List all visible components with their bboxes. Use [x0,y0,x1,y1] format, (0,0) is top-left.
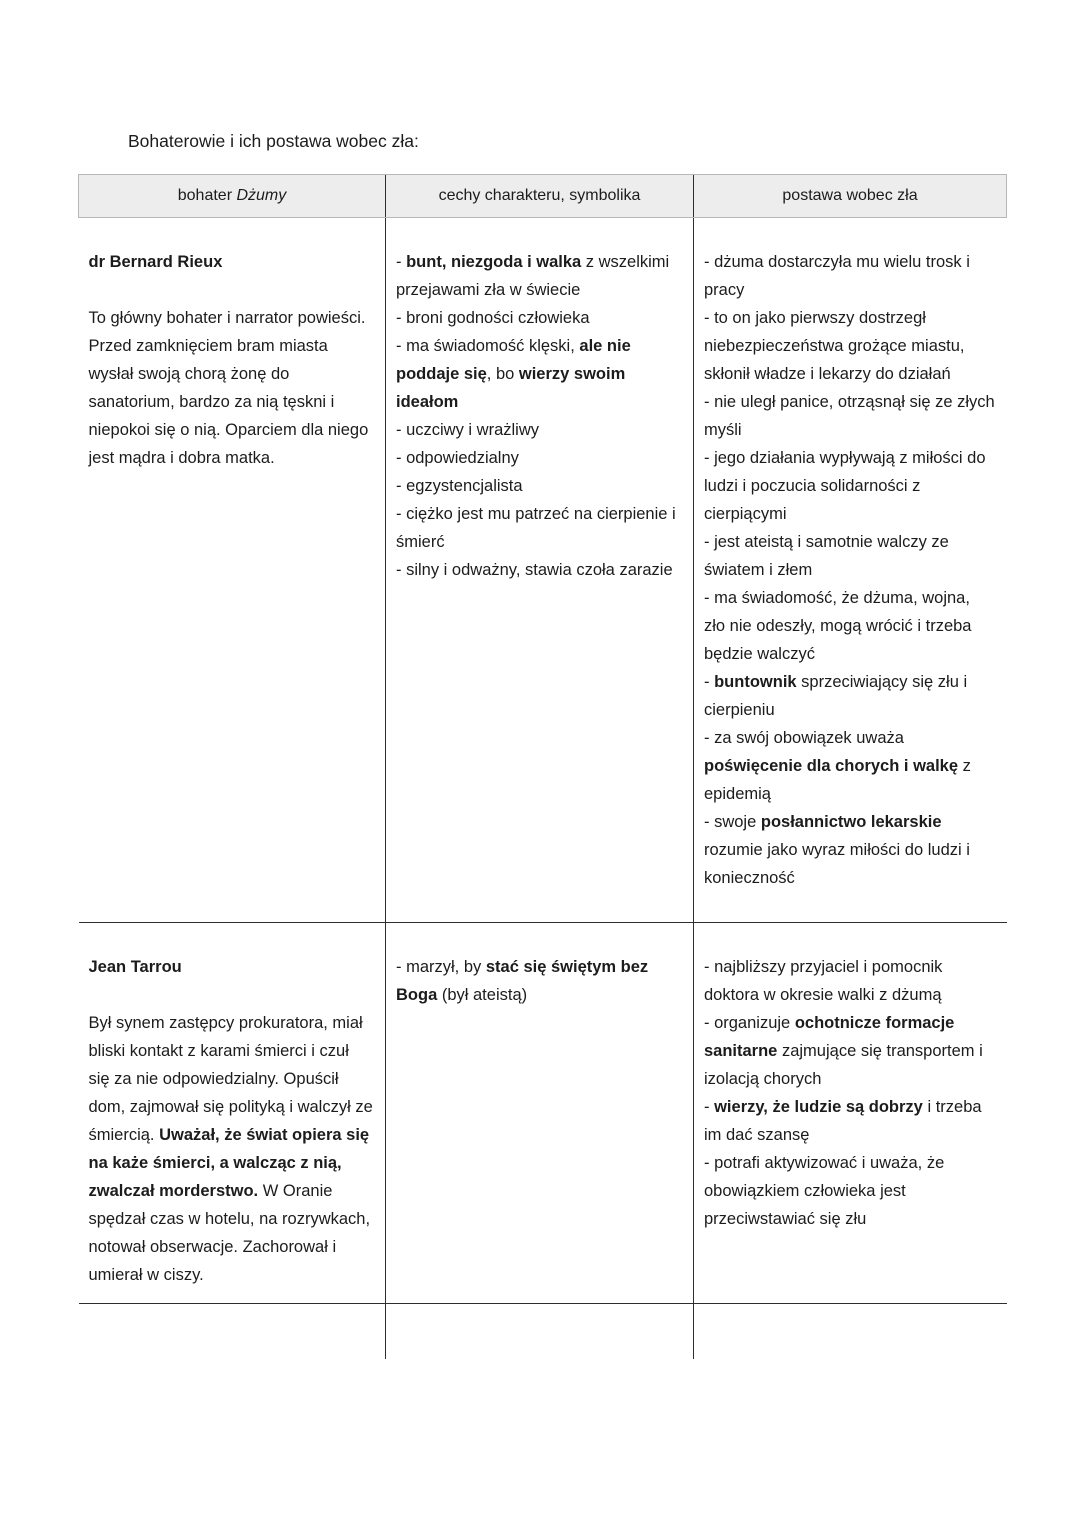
text-segment: - broni godności człowieka [396,309,590,327]
text-segment: (był ateistą) [437,986,528,1004]
text-segment: - dżuma dostarczyła mu wielu trosk i pracy [704,253,970,299]
paragraph [704,248,996,304]
text-segment: W Oranie spędzał czas w hotelu, na rozrywkach, notował obserwacje. Zachorował i umierał w ciszy. [88,1182,371,1284]
text-segment: - [704,1098,715,1116]
paragraph [396,416,682,444]
text-segment: - [704,673,715,691]
table-header-row [79,175,1007,218]
text-segment: Uważał, że świat opiera się na każe śmierci, a walcząc z nią, zwalczał morderstwo. [88,1126,370,1200]
paragraph [396,556,682,584]
paragraph [396,248,682,304]
row-empty [79,1304,1007,1359]
paragraph [704,1009,996,1093]
text-segment: - jego działania wypływają z miłości do ludzi i poczucia solidarności z cierpiącymi [704,449,986,523]
row-empty-cell-0 [79,1304,386,1359]
text-segment: - to on jako pierwszy dostrzegł niebezpieczeństwa grożące miastu, skłonił władze i lekarzy do działań [704,309,965,383]
paragraph [396,444,682,472]
paragraph [396,500,682,556]
text-segment: wierzy, że ludzie są dobrzy [714,1098,923,1116]
text-segment: ochotnicze formacje sanitarne [704,1014,955,1060]
paragraph [704,668,996,724]
paragraph [704,808,996,892]
row-rieux-cell-1 [386,218,694,923]
text-segment: z epidemią [704,757,971,803]
paragraph [89,304,375,472]
characters-table [78,174,1007,1359]
text-segment: poświęcenie dla chorych i walkę [704,757,959,775]
text-segment: - ma świadomość, że dżuma, wojna, zło nie odeszły, mogą wrócić i trzeba będzie walczyć [704,589,972,663]
paragraph [704,1149,996,1233]
text-segment: buntownik [714,673,797,691]
row-tarrou-cell-0 [79,923,386,1304]
text-segment: zajmujące się transportem i izolacją chorych [704,1042,983,1088]
text-segment: - uczciwy i wrażliwy [396,421,540,439]
characters-table-wrapper [78,174,1006,1359]
text-segment: , bo [486,365,519,383]
column-header-0 [79,175,386,218]
table-body [79,218,1007,1359]
text-segment: - nie uległ panice, otrząsnął się ze złych myśli [704,393,995,439]
text-segment: - [396,253,407,271]
paragraph [704,953,996,1009]
text-segment: - egzystencjalista [396,477,523,495]
table-head [79,175,1007,218]
column-header-2 [694,175,1007,218]
page-title: Bohaterowie i ich postawa wobec zła: [128,131,419,151]
paragraph [89,953,375,981]
paragraph [396,332,682,416]
text-segment: Dżumy [236,187,287,204]
text-segment: To główny bohater i narrator powieści. Przed zamknięciem bram miasta wysłał swoją chorą żonę do sanatorium, bardzo za nią tęskni i niepokoi się o nią. Oparciem dla niego jest mądra i dobra matka. [88,309,369,467]
text-segment: postawa wobec zła [782,187,918,204]
text-segment: - silny i odważny, stawia czoła zarazie [396,561,673,579]
column-header-1 [386,175,694,218]
text-segment: stać się świętym bez Boga [396,958,649,1004]
text-segment: - ciężko jest mu patrzeć na cierpienie i śmierć [396,505,676,551]
paragraph [704,1093,996,1149]
paragraph [89,248,375,276]
text-segment: - jest ateistą i samotnie walczy ze światem i złem [704,533,949,579]
row-rieux-cell-0 [79,218,386,923]
paragraph [704,444,996,528]
row-tarrou-cell-2 [694,923,1007,1304]
text-segment: bohater [177,187,237,204]
text-segment: ale nie poddaje się [396,337,631,383]
text-segment: - marzył, by [396,958,486,976]
paragraph [89,1009,375,1289]
text-segment: - ma świadomość klęski, [396,337,580,355]
text-segment: i trzeba im dać szansę [704,1098,982,1144]
text-segment: - organizuje [704,1014,795,1032]
text-segment: Był synem zastępcy prokuratora, miał bliski kontakt z karami śmierci i czuł się za nie odpowiedzialny. Opuścił dom, zajmował się polityką i walczył ze śmiercią. [88,1014,373,1144]
row-empty-cell-2 [694,1304,1007,1359]
text-segment: cechy charakteru, symbolika [438,187,641,204]
paragraph [704,304,996,388]
text-segment: - najbliższy przyjaciel i pomocnik doktora w okresie walki z dżumą [704,958,943,1004]
paragraph [396,953,682,1009]
text-segment: - potrafi aktywizować i uważa, że obowiązkiem człowieka jest przeciwstawiać się złu [704,1154,945,1228]
text-segment: Jean Tarrou [88,958,182,976]
row-rieux [79,218,1007,923]
text-segment: bunt, niezgoda i walka [406,253,582,271]
text-segment: z wszelkimi przejawami zła w świecie [396,253,670,299]
text-segment: posłannictwo lekarskie [760,813,942,831]
row-tarrou-cell-1 [386,923,694,1304]
paragraph [704,724,996,808]
row-tarrou [79,923,1007,1304]
row-rieux-cell-2 [694,218,1007,923]
text-segment: sprzeciwiający się złu i cierpieniu [704,673,968,719]
paragraph [704,388,996,444]
paragraph [396,304,682,332]
text-segment: - odpowiedzialny [396,449,519,467]
paragraph [396,472,682,500]
text-segment: wierzy swoim ideałom [396,365,626,411]
paragraph [704,584,996,668]
paragraph [704,528,996,584]
row-empty-cell-1 [386,1304,694,1359]
text-segment: dr Bernard Rieux [88,253,223,271]
text-segment: rozumie jako wyraz miłości do ludzi i konieczność [704,841,970,887]
text-segment: - swoje [704,813,761,831]
text-segment: - za swój obowiązek uważa [704,729,904,747]
